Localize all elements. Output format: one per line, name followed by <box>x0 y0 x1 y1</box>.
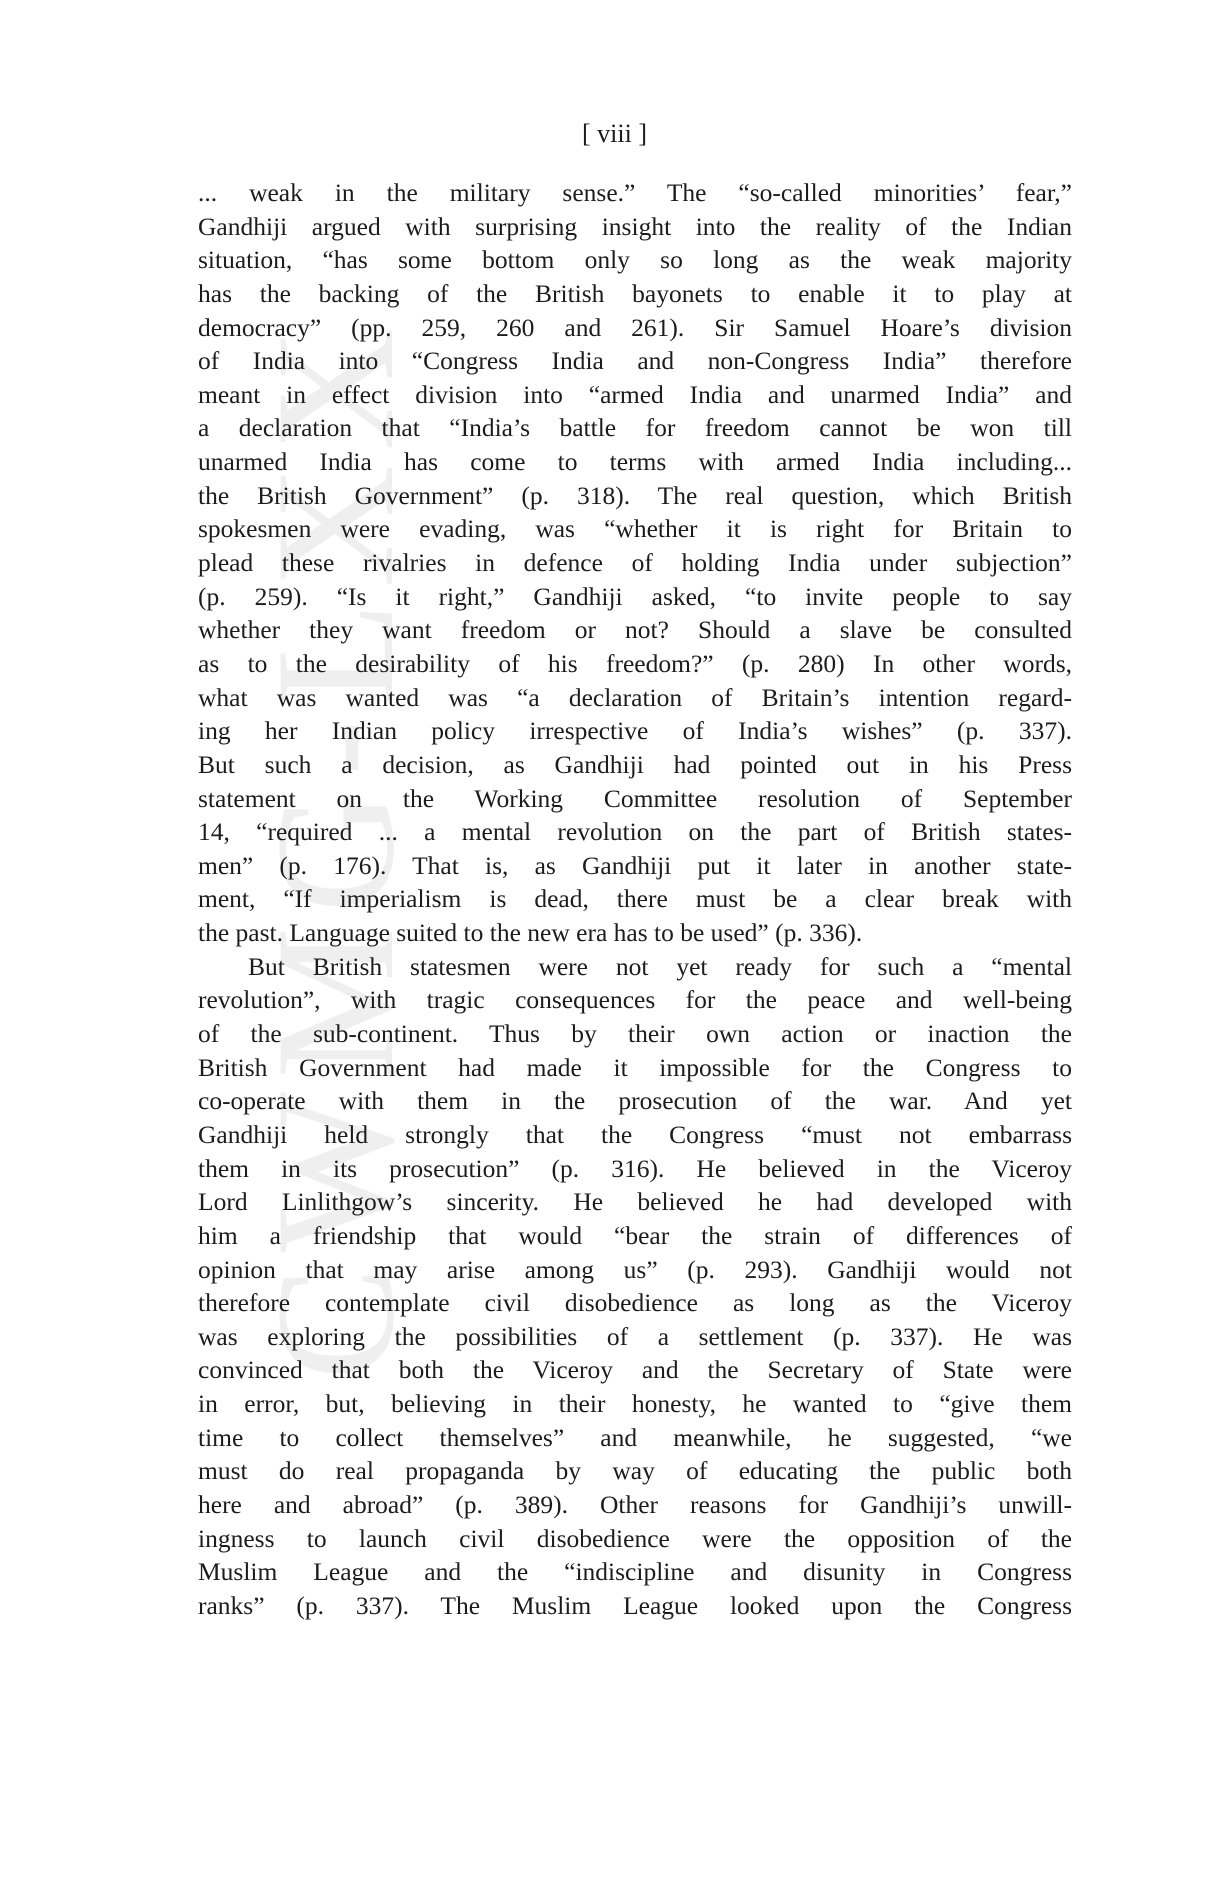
text-line: ment, “If imperialism is dead, there must be a clear break with <box>198 884 1072 914</box>
page-number: [ viii ] <box>582 119 647 148</box>
text-line: him a friendship that would “bear the strain of differences of <box>198 1220 1072 1250</box>
text-line: Gandhiji argued with surprising insight into the reality of the Indian <box>198 211 1072 241</box>
text-line: what was wanted was “a declaration of Britain’s intention regard- <box>198 682 1072 712</box>
text-line: democracy” (pp. 259, 260 and 261). Sir Samuel Hoare’s division <box>198 312 1072 342</box>
text-line: here and abroad” (p. 389). Other reasons for Gandhiji’s unwill- <box>198 1489 1072 1519</box>
text-line: a declaration that “India’s battle for freedom cannot be won till <box>198 413 1072 443</box>
text-line: of the sub-continent. Thus by their own action or inaction the <box>198 1019 1072 1049</box>
text-line: has the backing of the British bayonets to enable it to play at <box>198 278 1072 308</box>
text-line: the past. Language suited to the new era has to be used” (p. 336). <box>198 918 863 948</box>
text-line: Lord Linlithgow’s sincerity. He believed he had developed with <box>198 1187 1072 1217</box>
text-line: as to the desirability of his freedom?” (p. 280) In other words, <box>198 648 1072 678</box>
text-line: therefore contemplate civil disobedience as long as the Viceroy <box>198 1288 1072 1318</box>
text-line: revolution”, with tragic consequences for the peace and well-being <box>198 985 1072 1015</box>
text-line: plead these rivalries in defence of holding India under subjection” <box>198 548 1072 578</box>
text-line: convinced that both the Viceroy and the Secretary of State were <box>198 1355 1072 1385</box>
text-line: of India into “Congress India and non-Congress India” therefore <box>198 346 1072 376</box>
text-line: in error, but, believing in their honesty, he wanted to “give them <box>198 1389 1072 1419</box>
text-line: But such a decision, as Gandhiji had pointed out in his Press <box>198 749 1072 779</box>
text-line: Muslim League and the “indiscipline and disunity in Congress <box>198 1557 1072 1587</box>
text-line: ingness to launch civil disobedience were the opposition of the <box>198 1523 1072 1553</box>
text-line: co-operate with them in the prosecution of the war. And yet <box>198 1086 1072 1116</box>
text-line: opinion that may arise among us” (p. 293). Gandhiji would not <box>198 1254 1072 1284</box>
text-line: whether they want freedom or not? Should a slave be consulted <box>198 615 1072 645</box>
text-line: them in its prosecution” (p. 316). He believed in the Viceroy <box>198 1153 1072 1183</box>
text-line: the British Government” (p. 318). The real question, which British <box>198 480 1072 510</box>
text-line: spokesmen were evading, was “whether it is right for Britain to <box>198 514 1072 544</box>
text-line: ... weak in the military sense.” The “so-called minorities’ fear,” <box>198 178 1072 207</box>
text-line: ranks” (p. 337). The Muslim League looked upon the Congress <box>198 1590 1072 1620</box>
text-line: (p. 259). “Is it right,” Gandhiji asked, “to invite people to say <box>198 581 1072 611</box>
text-line: Gandhiji held strongly that the Congress “must not embarrass <box>198 1119 1072 1149</box>
text-line: ing her Indian policy irrespective of India’s wishes” (p. 337). <box>198 716 1072 746</box>
paragraph-start-line: But British statesmen were not yet ready for such a “mental <box>248 951 1072 981</box>
cwmg-watermark: CWMG-LXX <box>241 314 429 1380</box>
text-line: time to collect themselves” and meanwhile, he suggested, “we <box>198 1422 1072 1452</box>
text-line: British Government had made it impossible for the Congress to <box>198 1052 1072 1082</box>
text-line: 14, “required ... a mental revolution on the part of British states- <box>198 817 1072 847</box>
text-line: must do real propaganda by way of educating the public both <box>198 1456 1072 1486</box>
text-line: men” (p. 176). That is, as Gandhiji put it later in another state- <box>198 850 1072 880</box>
text-line: situation, “has some bottom only so long as the weak majority <box>198 245 1072 275</box>
text-line: was exploring the possibilities of a settlement (p. 337). He was <box>198 1321 1072 1351</box>
text-line: unarmed India has come to terms with armed India including... <box>198 447 1072 477</box>
text-line: statement on the Working Committee resolution of September <box>198 783 1072 813</box>
text-line: meant in effect division into “armed India and unarmed India” and <box>198 379 1072 409</box>
body-text <box>198 176 1072 1623</box>
